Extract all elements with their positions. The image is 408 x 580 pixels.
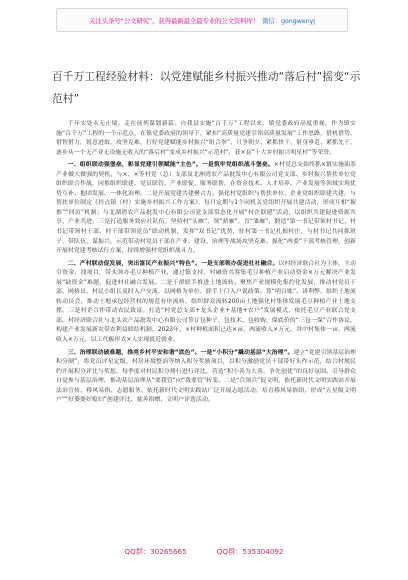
- wechat-id: 微信：gongwenyj: [262, 16, 315, 25]
- paragraph-intro: [56, 120, 356, 158]
- paragraph-text: 以村经济联合社为主体，主动引资金、找项目，带头领办毛豆种植产业，通过镇支持、村融资共筹集毛豆种植产业启动资金×万元解决产业发展“缺资金”难题，促进村社融合发展。二是干群联手推进土地流转。聚焦产业规模化集约化发展，推动村党员干部、网格员、村民小组长及时入户交流，以网格为单位，联手上门入户说政策、算“明白账”、讲利弊，组织土地流转动员会，推动土地承包经营权的规范有序流转，组织群众流转200亩土地强化村集体发展毛豆种植产业土地支撑。三是村企合作带动农民致富。打造“村党总支部+龙头企业+基地+农户”发展模式，依托毛豆产业联合党支部，村经济联合社与北头农产品批发中心有限公司签订包种子、包技术、包收购、保底价的“三包一保”合作协议，构建产业发展新农带农利益联结机制。2023年，×村种植面积已达×亩，两流收入×万元，其中村集体一亩、两流收入×万元，以工代赈形式×人实现就近就业。: [56, 260, 356, 344]
- paragraph-text: 建立“党建引领基层治理积分制”，将党员评星定级、村居环境整治等纳入积分奖励项目，以积分激励党员干部带好头作示范，结合村规民约开展积分评比与奖惩，每季度对村民积分排行进行评比，营造“积小善为大善、争先创优”的良好氛围。引导群众自觉参与基层治理，推动基层治理从“要我管”向“我要管”转变。二是“兵领兵”促文明，依托新时代文明实践站开展法治宣传、移风易俗、志愿服务、依托新时代文明实践站广泛开展志愿活动，培育移风易俗组，形成“五星级文明户”“好婆婆好媳妇”创建评比、慈善捐赠、文明户评选活动。: [56, 349, 356, 404]
- qq-group-1: QQ群：30265665: [124, 547, 187, 556]
- document-title: 百千万工程经验材料：以党建赋能乡村振兴推动“落后村”摇变“示范村”: [52, 71, 361, 105]
- paragraph-text: ×村党总支始终抓×镇实施油茶产业做大做强的契机，与×、×等村党（总）支部及北洲湾农产品批发中心有限公司党支部、乡村振兴帮扶单位党组织联合作战，同推组织联建、党员联管、产业联促、服务联帮，在资金技术、人才培养、产业发展等领域实现优势互补、抱团发展、一体化治理。二是开展党建共建聚合力。强化村党组织与帮扶单位、企业党组织联建共建，与帮扶单位制定《挂点镇（村）实施乡村振兴工作方案》，每月定期与1个同机关党组织开展共建活动，形成互相“握推”“回访”机制；与北湖湾农产品批发中心有限公司党支部常态化开展“村企联建”活动，以组织共建促进资源共享、产业共进。三是打造服务效应社队伍。坚持村“头雁”、领“薪雁”，育“雏雁”，锻造“第一书记带领村书记、村书记带领村干部、村干部带领党员”联动机制，发挥“双书记”优势，驻村第一书记扎根村庄，与村书记共同抓班子、带队伍、谋振兴，示范带动村党员干部在产业、建设、治理等战场攻坚克难。强化“两委”干部考核管理，创新开展村党建考核试行方案，持续增强村党组织战斗力。: [56, 162, 356, 255]
- qq-group-2: QQ群：535304092: [216, 547, 284, 556]
- promo-banner: [56, 8, 348, 32]
- paragraph-section-1: [56, 161, 356, 256]
- footer-contacts: [0, 547, 408, 559]
- paragraph-section-2: [56, 260, 356, 346]
- section-heading: 二、产村联动促发展，突出富民产业振兴“特色”。一是支部领办促进社社融合。: [67, 260, 279, 267]
- promo-text: 关注头条号“公文研究”，获得最新最全最专业的公文资料库！: [89, 16, 260, 25]
- document-body: [56, 120, 356, 408]
- section-heading: 三、治理联动破难题，推亮乡村平安和谐“底色”。一是“小积分”撬动基层“大治理”。: [67, 349, 294, 356]
- paragraph-section-3: [56, 349, 356, 406]
- paragraph-text: 千年实处永无止境，走在前列谋划新篇。自我县实施“百千万”工程以来，镇党委政府高度重视，作为镇实施“百千万”工程的一个示范点，在镇党委政府的领导下，紧扣“高质量党建引领高质量发展”工作思路，借机借势、借智借力，锐意进取、攻坚克难，打好党建赋能乡村振兴“组合拳”，只争朝夕、紧抓快干，射身垂范、紧抓先干，逐步从一个无产业无设施无收入的“落后村”变成乡村振兴“示范村”，获×县“十大乡村振兴明星村”等荣誉。: [56, 121, 356, 156]
- section-heading: 一、组织联动强堡垒，彰显党建引领赋能“主色”。一是筑牢党组织战斗堡垒。: [67, 162, 274, 169]
